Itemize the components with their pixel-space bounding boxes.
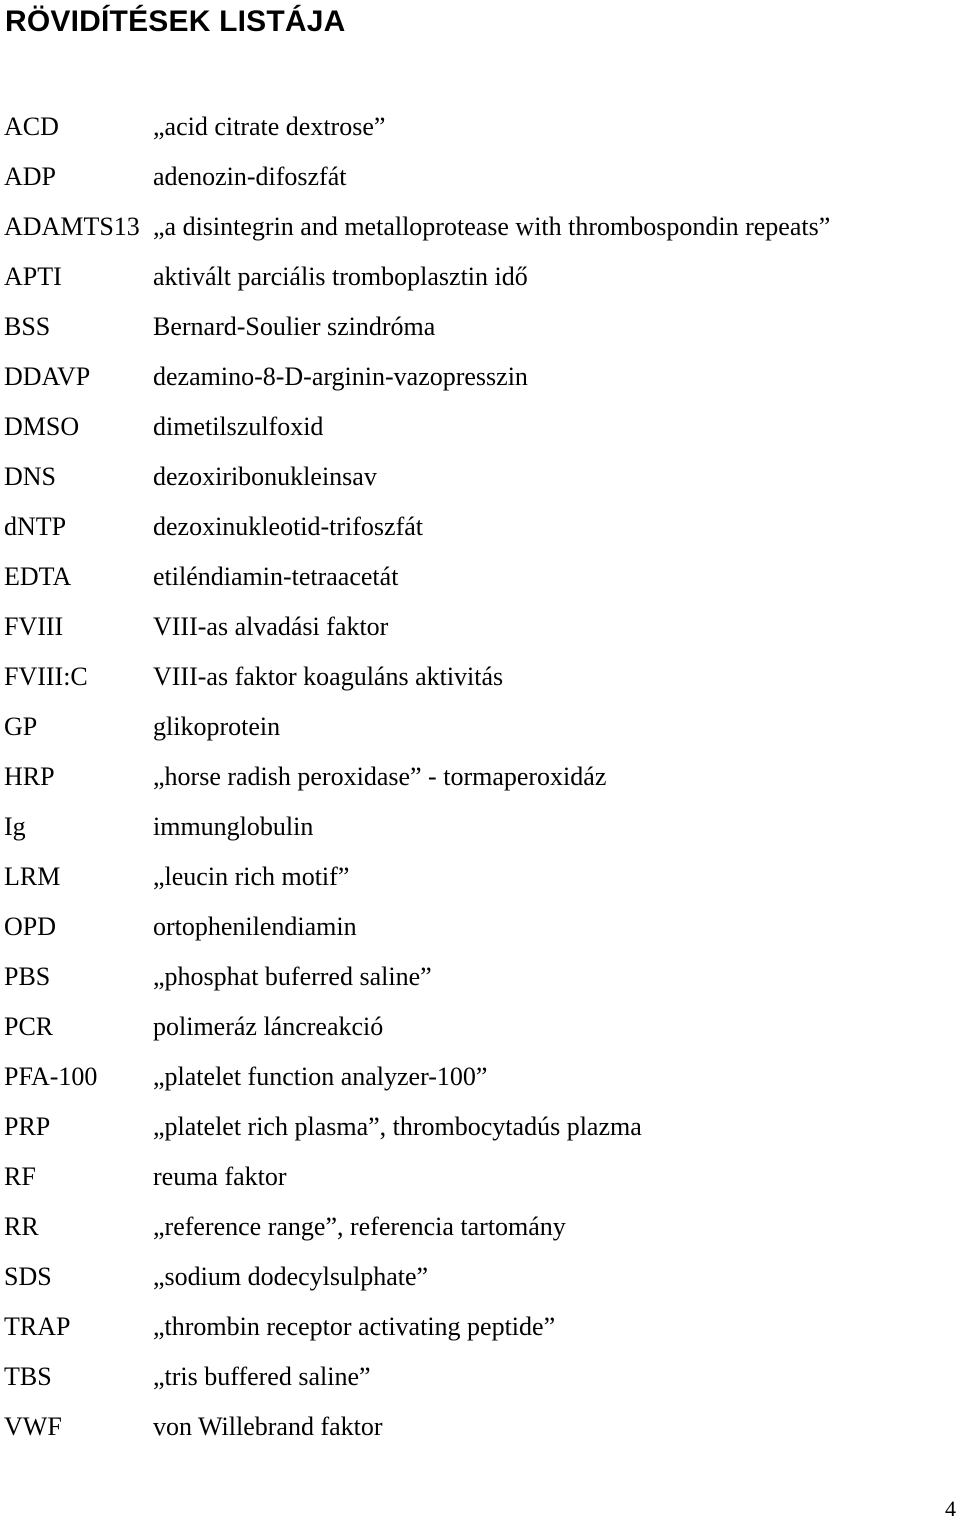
- abbreviation-term: SDS: [4, 1262, 52, 1291]
- list-item: [0, 452, 960, 502]
- abbreviation-definition: VIII-as faktor koaguláns aktivitás: [153, 662, 504, 691]
- abbreviation-term: PFA-100: [4, 1062, 98, 1091]
- abbreviation-definition: reuma faktor: [153, 1162, 287, 1191]
- page-number: 4: [945, 1496, 956, 1521]
- abbreviation-term: HRP: [4, 762, 55, 791]
- list-item: [0, 1252, 960, 1302]
- abbreviation-definition: „platelet function analyzer-100”: [153, 1062, 488, 1091]
- abbreviation-term: Ig: [4, 812, 26, 841]
- abbreviation-term: dNTP: [4, 512, 67, 541]
- abbreviation-term: FVIII:C: [4, 662, 88, 691]
- list-item: [0, 352, 960, 402]
- list-item: [0, 602, 960, 652]
- list-item: [0, 902, 960, 952]
- abbreviation-term: BSS: [4, 312, 51, 341]
- abbreviation-term: DDAVP: [4, 362, 91, 391]
- abbreviation-definition: aktivált parciális tromboplasztin idő: [153, 262, 528, 291]
- abbreviation-term: FVIII: [4, 612, 64, 641]
- abbreviation-definition: „sodium dodecylsulphate”: [153, 1262, 429, 1291]
- abbreviation-term: PCR: [4, 1012, 54, 1041]
- abbreviation-definition: „a disintegrin and metalloprotease with thrombospondin repeats”: [153, 212, 831, 241]
- abbreviation-term: ADP: [4, 162, 57, 191]
- abbreviation-definition: „platelet rich plasma”, thrombocytadús plazma: [153, 1112, 642, 1141]
- list-item: [0, 102, 960, 152]
- abbreviation-term: ADAMTS13: [4, 212, 140, 241]
- list-item: [0, 1052, 960, 1102]
- list-item: [0, 952, 960, 1002]
- abbreviation-definition: Bernard-Soulier szindróma: [153, 312, 436, 341]
- abbreviation-definition: dimetilszulfoxid: [153, 412, 324, 441]
- list-item: [0, 302, 960, 352]
- abbreviation-term: DNS: [4, 462, 57, 491]
- abbreviation-definition: adenozin-difoszfát: [153, 162, 347, 191]
- abbreviation-definition: „phosphat buferred saline”: [153, 962, 432, 991]
- abbreviation-term: TRAP: [4, 1312, 71, 1341]
- abbreviation-term: GP: [4, 712, 38, 741]
- list-item: [0, 502, 960, 552]
- page-title: RÖVIDÍTÉSEK LISTÁJA: [5, 5, 346, 38]
- abbreviation-definition: VIII-as alvadási faktor: [153, 612, 389, 641]
- abbreviation-term: RR: [4, 1212, 39, 1241]
- abbreviation-term: VWF: [4, 1412, 62, 1441]
- list-item: [0, 1402, 960, 1452]
- abbreviation-term: LRM: [4, 862, 61, 891]
- list-item: [0, 1302, 960, 1352]
- abbreviation-definition: „tris buffered saline”: [153, 1362, 371, 1391]
- abbreviation-definition: von Willebrand faktor: [153, 1412, 383, 1441]
- list-item: [0, 752, 960, 802]
- abbreviation-definition: polimeráz láncreakció: [153, 1012, 384, 1041]
- list-item: [0, 1152, 960, 1202]
- abbreviation-term: RF: [4, 1162, 36, 1191]
- abbreviation-term: OPD: [4, 912, 57, 941]
- abbreviation-term: TBS: [4, 1362, 52, 1391]
- list-item: [0, 252, 960, 302]
- abbreviation-definition: „horse radish peroxidase” - tormaperoxidáz: [153, 762, 607, 791]
- abbreviation-term: PRP: [4, 1112, 51, 1141]
- list-item: [0, 652, 960, 702]
- list-item: [0, 1202, 960, 1252]
- abbreviation-term: PBS: [4, 962, 51, 991]
- abbreviation-term: EDTA: [4, 562, 72, 591]
- abbreviation-term: DMSO: [4, 412, 80, 441]
- list-item: [0, 702, 960, 752]
- abbreviation-definition: dezoxiribonukleinsav: [153, 462, 377, 491]
- abbreviation-term: ACD: [4, 112, 59, 141]
- list-item: [0, 1102, 960, 1152]
- abbreviation-list: [0, 102, 960, 1452]
- list-item: [0, 852, 960, 902]
- abbreviation-definition: „acid citrate dextrose”: [153, 112, 386, 141]
- list-item: [0, 202, 960, 252]
- abbreviation-definition: glikoprotein: [153, 712, 281, 741]
- list-item: [0, 802, 960, 852]
- list-item: [0, 1352, 960, 1402]
- abbreviation-term: APTI: [4, 262, 62, 291]
- abbreviation-definition: „thrombin receptor activating peptide”: [153, 1312, 556, 1341]
- abbreviation-definition: ortophenilendiamin: [153, 912, 357, 941]
- list-item: [0, 1002, 960, 1052]
- abbreviation-definition: dezoxinukleotid-trifoszfát: [153, 512, 424, 541]
- abbreviation-definition: „reference range”, referencia tartomány: [153, 1212, 566, 1241]
- abbreviation-definition: „leucin rich motif”: [153, 862, 350, 891]
- abbreviation-definition: dezamino-8-D-arginin-vazopresszin: [153, 362, 528, 391]
- abbreviation-definition: etiléndiamin-tetraacetát: [153, 562, 399, 591]
- list-item: [0, 552, 960, 602]
- abbreviation-definition: immunglobulin: [153, 812, 314, 841]
- list-item: [0, 152, 960, 202]
- list-item: [0, 402, 960, 452]
